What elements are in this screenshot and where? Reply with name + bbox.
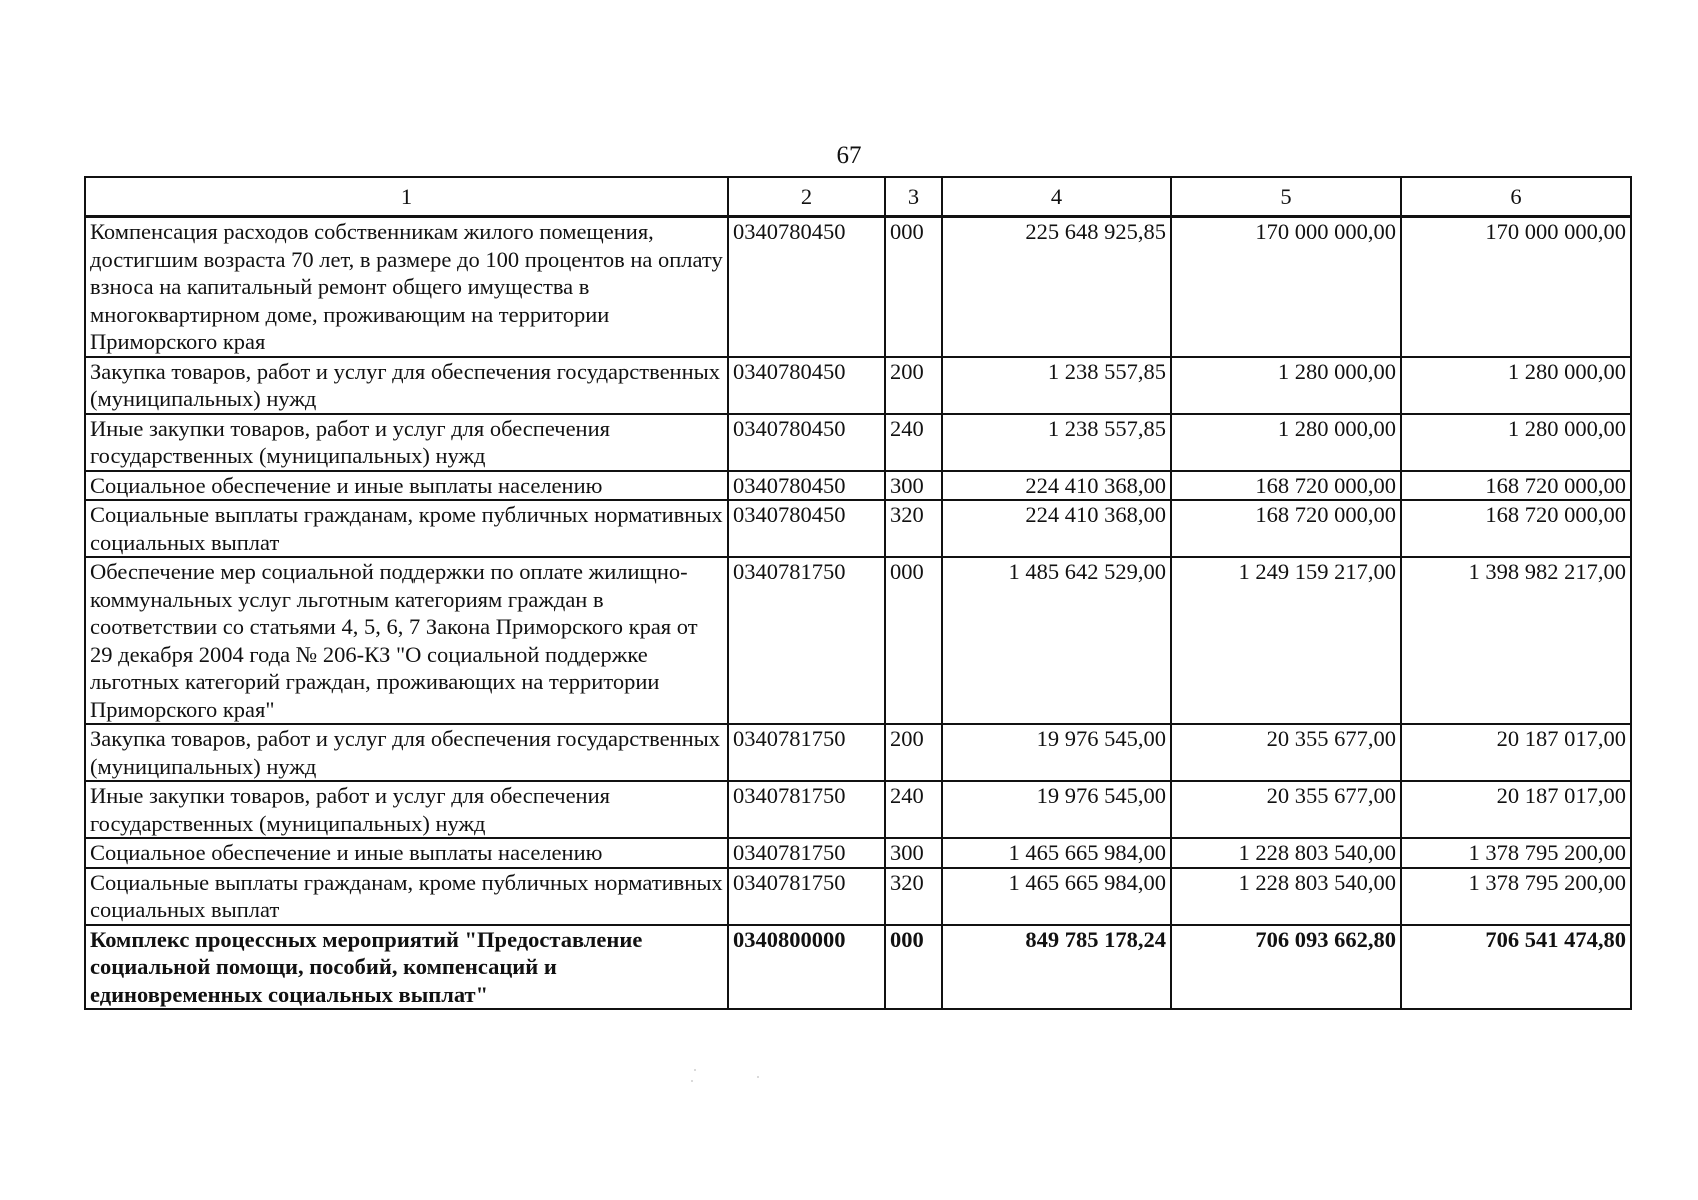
row-value-year-3: 1 398 982 217,00	[1401, 557, 1631, 724]
row-code-cell: 0340780450	[728, 471, 885, 501]
row-name-cell: Комплекс процессных мероприятий "Предоставление социальной помощи, пособий, компенсаций и единовременных социальных выплат"	[85, 925, 728, 1010]
row-code-cell: 0340780450	[728, 414, 885, 471]
row-type-cell: 240	[885, 414, 942, 471]
column-header-year-1: 4	[942, 177, 1171, 217]
scan-speck	[757, 1076, 759, 1078]
table-row	[85, 925, 1631, 1010]
row-name-cell: Социальные выплаты гражданам, кроме публичных нормативных социальных выплат	[85, 500, 728, 557]
table-row	[85, 471, 1631, 501]
table-header-row	[85, 177, 1631, 217]
table-row	[85, 838, 1631, 868]
column-header-name: 1	[85, 177, 728, 217]
column-header-year-3: 6	[1401, 177, 1631, 217]
row-name-cell: Иные закупки товаров, работ и услуг для обеспечения государственных (муниципальных) нужд	[85, 414, 728, 471]
row-value-year-2: 1 228 803 540,00	[1171, 868, 1401, 925]
row-name-cell: Социальные выплаты гражданам, кроме публичных нормативных социальных выплат	[85, 868, 728, 925]
table-row	[85, 500, 1631, 557]
table-row	[85, 781, 1631, 838]
row-code-cell: 0340780450	[728, 500, 885, 557]
row-value-year-3: 1 280 000,00	[1401, 357, 1631, 414]
row-value-year-1: 19 976 545,00	[942, 781, 1171, 838]
row-value-year-3: 168 720 000,00	[1401, 500, 1631, 557]
row-value-year-2: 1 249 159 217,00	[1171, 557, 1401, 724]
table-row	[85, 557, 1631, 724]
row-value-year-1: 1 238 557,85	[942, 414, 1171, 471]
scan-speck	[691, 1080, 693, 1082]
row-value-year-1: 1 465 665 984,00	[942, 838, 1171, 868]
row-code-cell: 0340800000	[728, 925, 885, 1010]
row-type-cell: 300	[885, 471, 942, 501]
row-value-year-3: 20 187 017,00	[1401, 781, 1631, 838]
row-type-cell: 200	[885, 724, 942, 781]
row-value-year-1: 224 410 368,00	[942, 471, 1171, 501]
table-body	[85, 217, 1631, 1010]
table-row	[85, 217, 1631, 357]
row-code-cell: 0340781750	[728, 868, 885, 925]
row-value-year-2: 168 720 000,00	[1171, 471, 1401, 501]
row-type-cell: 000	[885, 217, 942, 357]
row-value-year-3: 1 378 795 200,00	[1401, 838, 1631, 868]
row-name-cell: Социальное обеспечение и иные выплаты населению	[85, 471, 728, 501]
row-value-year-2: 706 093 662,80	[1171, 925, 1401, 1010]
row-type-cell: 000	[885, 925, 942, 1010]
row-value-year-2: 20 355 677,00	[1171, 781, 1401, 838]
row-value-year-1: 1 465 665 984,00	[942, 868, 1171, 925]
row-code-cell: 0340780450	[728, 357, 885, 414]
table-row	[85, 868, 1631, 925]
row-name-cell: Закупка товаров, работ и услуг для обеспечения государственных (муниципальных) нужд	[85, 357, 728, 414]
row-name-cell: Социальное обеспечение и иные выплаты населению	[85, 838, 728, 868]
row-value-year-1: 1 485 642 529,00	[942, 557, 1171, 724]
row-value-year-1: 1 238 557,85	[942, 357, 1171, 414]
row-value-year-1: 849 785 178,24	[942, 925, 1171, 1010]
budget-table	[84, 176, 1632, 1010]
row-type-cell: 200	[885, 357, 942, 414]
table-row	[85, 357, 1631, 414]
column-header-code: 2	[728, 177, 885, 217]
row-value-year-1: 225 648 925,85	[942, 217, 1171, 357]
scan-speck	[694, 1069, 696, 1071]
row-value-year-3: 168 720 000,00	[1401, 471, 1631, 501]
row-value-year-2: 170 000 000,00	[1171, 217, 1401, 357]
page-number: 67	[836, 142, 862, 169]
row-value-year-3: 20 187 017,00	[1401, 724, 1631, 781]
row-value-year-2: 168 720 000,00	[1171, 500, 1401, 557]
row-name-cell: Обеспечение мер социальной поддержки по оплате жилищно-коммунальных услуг льготным категориям граждан в соответствии со статьями 4, 5, 6, 7 Закона Приморского края от 29 декабря 2004 года № 206-КЗ "О социальной поддержке льготных категорий граждан, проживающих на территории Приморского края"	[85, 557, 728, 724]
row-name-cell: Закупка товаров, работ и услуг для обеспечения государственных (муниципальных) нужд	[85, 724, 728, 781]
row-code-cell: 0340780450	[728, 217, 885, 357]
row-value-year-3: 170 000 000,00	[1401, 217, 1631, 357]
row-type-cell: 240	[885, 781, 942, 838]
column-header-type: 3	[885, 177, 942, 217]
row-name-cell: Компенсация расходов собственникам жилого помещения, достигшим возраста 70 лет, в размере до 100 процентов на оплату взноса на капитальный ремонт общего имущества в многоквартирном доме, проживающим на территории Приморского края	[85, 217, 728, 357]
row-value-year-1: 224 410 368,00	[942, 500, 1171, 557]
row-code-cell: 0340781750	[728, 724, 885, 781]
row-value-year-3: 706 541 474,80	[1401, 925, 1631, 1010]
row-type-cell: 320	[885, 868, 942, 925]
row-type-cell: 000	[885, 557, 942, 724]
row-value-year-1: 19 976 545,00	[942, 724, 1171, 781]
row-value-year-2: 1 228 803 540,00	[1171, 838, 1401, 868]
row-name-cell: Иные закупки товаров, работ и услуг для обеспечения государственных (муниципальных) нужд	[85, 781, 728, 838]
table-row	[85, 724, 1631, 781]
row-type-cell: 300	[885, 838, 942, 868]
row-value-year-2: 1 280 000,00	[1171, 357, 1401, 414]
row-value-year-2: 20 355 677,00	[1171, 724, 1401, 781]
row-code-cell: 0340781750	[728, 838, 885, 868]
row-value-year-3: 1 378 795 200,00	[1401, 868, 1631, 925]
table-row	[85, 414, 1631, 471]
column-header-year-2: 5	[1171, 177, 1401, 217]
row-code-cell: 0340781750	[728, 557, 885, 724]
row-value-year-2: 1 280 000,00	[1171, 414, 1401, 471]
row-type-cell: 320	[885, 500, 942, 557]
row-code-cell: 0340781750	[728, 781, 885, 838]
row-value-year-3: 1 280 000,00	[1401, 414, 1631, 471]
